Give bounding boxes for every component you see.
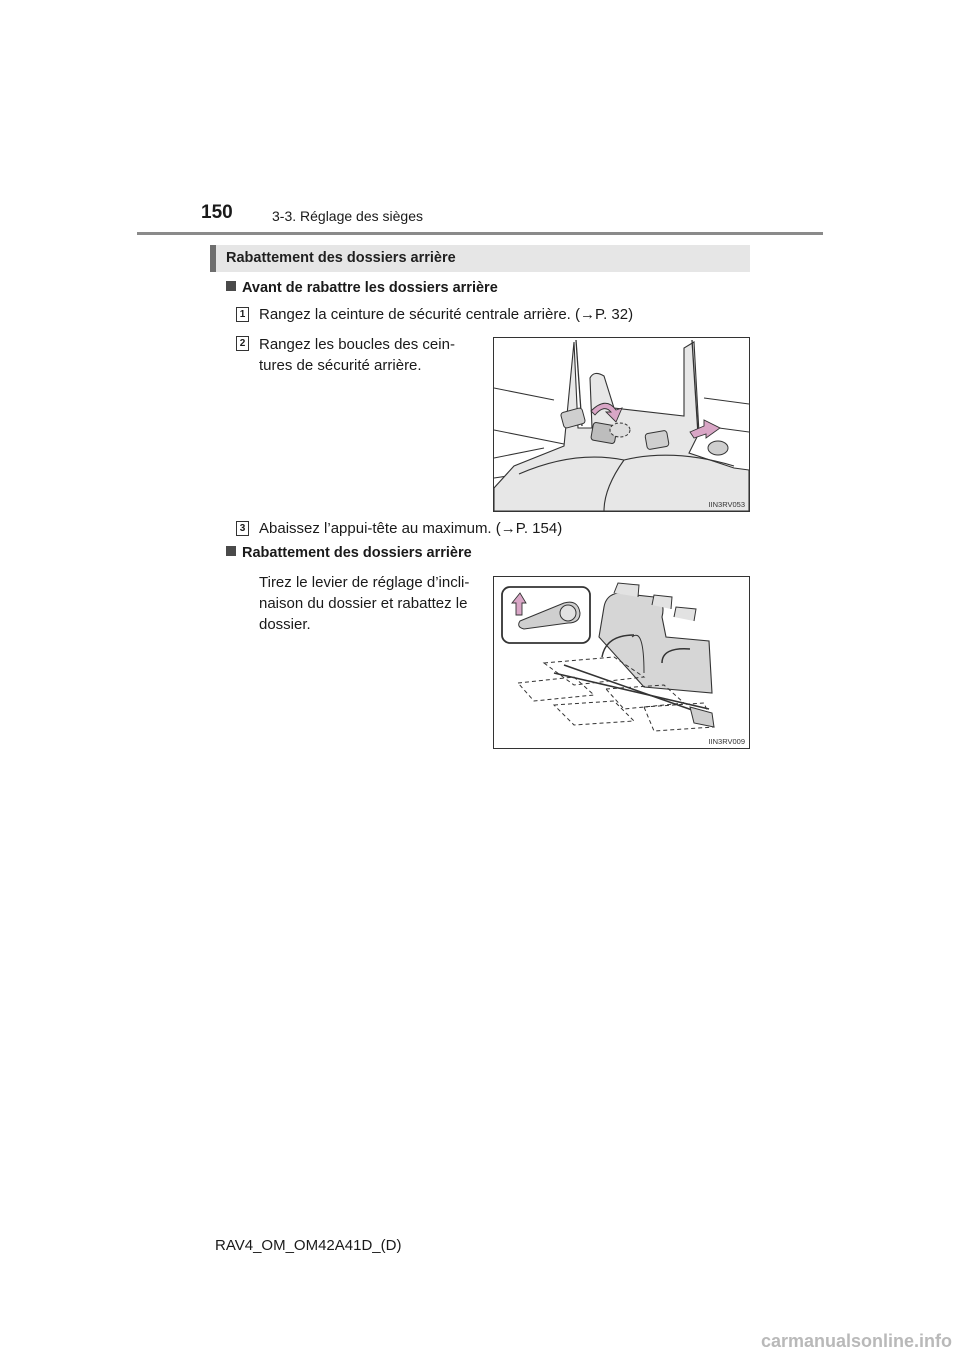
figure-folding-seatback	[493, 576, 750, 749]
step-3-text: Abaissez l’appui-tête au maximum. (→P. 154)	[259, 520, 563, 537]
buckle-right-1	[645, 430, 669, 450]
square-bullet-icon	[226, 281, 236, 291]
folding-line-1: Tirez le levier de réglage d’incli-	[259, 574, 470, 591]
folding-seatback-illustration	[494, 577, 749, 748]
watermark: carmanualsonline.info	[760, 1331, 952, 1351]
section-title: 3-3. Réglage des sièges	[272, 208, 423, 224]
step-1-text: Rangez la ceinture de sécurité centrale arrière. (→P. 32)	[259, 306, 634, 323]
main-heading: Rabattement des dossiers arrière	[210, 245, 750, 272]
subheading-folding	[226, 545, 472, 561]
figure-seat-belt-buckles	[493, 337, 750, 512]
step-badge-2: 2	[236, 336, 249, 351]
folding-line-3: dossier.	[259, 616, 311, 633]
step-2-line-2: tures de sécurité arrière.	[259, 357, 422, 374]
footer-doc-code: RAV4_OM_OM42A41D_(D)	[215, 1237, 402, 1254]
step-badge-3: 3	[236, 521, 249, 536]
figure-code-1: IIN3RV053	[708, 500, 745, 509]
step-2-text	[259, 334, 455, 376]
step-2-line-1: Rangez les boucles des cein-	[259, 336, 455, 353]
step-badge-1: 1	[236, 307, 249, 322]
seat-belt-buckles-illustration	[494, 338, 749, 511]
subheading-before-folding	[226, 280, 498, 296]
square-bullet-icon	[226, 546, 236, 556]
seatback-shape	[599, 593, 712, 693]
folding-instruction	[259, 572, 469, 635]
figure-code-2: IIN3RV009	[708, 737, 745, 746]
folding-line-2: naison du dossier et rabattez le	[259, 595, 468, 612]
buckle-right-2	[708, 441, 728, 455]
page-number: 150	[201, 202, 233, 223]
subheading-folding-text: Rabattement des dossiers arrière	[242, 545, 472, 561]
subheading-before-folding-text: Avant de rabattre les dossiers arrière	[242, 280, 498, 296]
header-rule	[137, 232, 823, 235]
line-bg	[494, 388, 554, 400]
